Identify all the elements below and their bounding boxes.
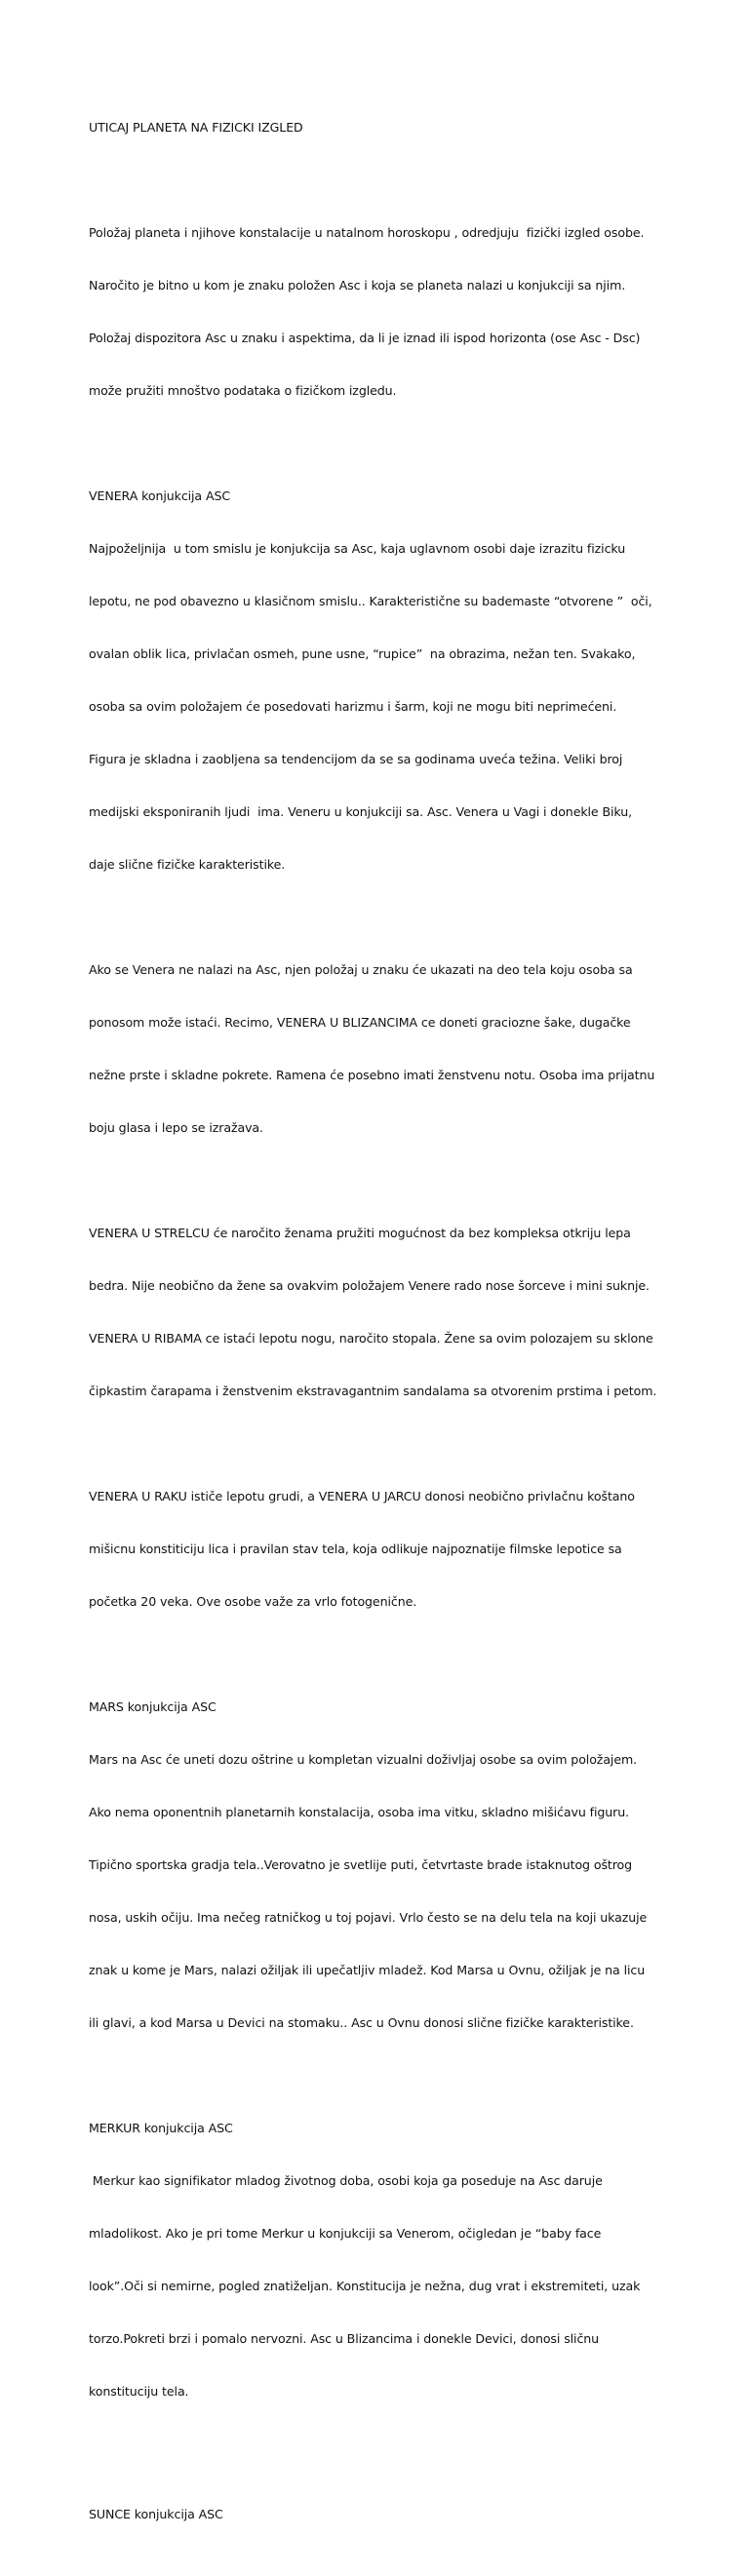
venera-paragraph-2 <box>89 926 674 1172</box>
text-line: lepotu, ne pod obavezno u klasičnom smislu.. Karakteristične su bademaste “otvorene ” oči, <box>89 594 652 608</box>
section-heading-merkur: MERKUR konjukcija ASC <box>89 2121 233 2135</box>
section-heading-venera: VENERA konjukcija ASC <box>89 488 231 503</box>
text-line: Položaj dispozitora Asc u znaku i aspektima, da li je iznad ili ispod horizonta (ose Asc - Dsc) <box>89 331 641 345</box>
text-line: konstituciju tela. <box>89 2384 189 2399</box>
text-line: bedra. Nije neobično da žene sa ovakvim položajem Venere rado nose šorceve i mini suknje. <box>89 1278 650 1293</box>
text-line: ponosom može istaći. Recimo, VENERA U BLIZANCIMA ce doneti graciozne šake, dugačke <box>89 1015 631 1030</box>
text-line: mladolikost. Ako je pri tome Merkur u konjukciji sa Venerom, očigledan je “baby face <box>89 2226 602 2241</box>
spacer <box>89 2453 674 2471</box>
text-line: Ako nema oponentnih planetarnih konstalacija, osoba ima vitku, skladno mišićavu figuru. <box>89 1805 630 1819</box>
text-line: ovalan oblik lica, privlačan osmeh, pune usne, “rupice” na obrazima, nežan ten. Svakako, <box>89 646 636 661</box>
text-line: daje slične fizičke karakteristike. <box>89 857 286 872</box>
document-title: UTICAJ PLANETA NA FIZICKI IZGLED <box>89 120 303 135</box>
text-line: Ako se Venera ne nalazi na Asc, njen položaj u znaku će ukazati na deo tela koju osoba sa <box>89 962 633 977</box>
text-line: VENERA U RAKU ističe lepotu grudi, a VENERA U JARCU donosi neobično privlačnu koštano <box>89 1489 635 1503</box>
text-line: torzo.Pokreti brzi i pomalo nervozni. Asc u Blizancima i donekle Devici, donosi sličnu <box>89 2331 600 2346</box>
text-line: ili glavi, a kod Marsa u Devici na stomaku.. Asc u Ovnu donosi slične fizičke karakteristike. <box>89 2015 634 2030</box>
text-line: Mars na Asc će uneti dozu oštrine u kompletan vizualni doživljaj osobe sa ovim položajem. <box>89 1752 638 1767</box>
text-line: Merkur kao signifikator mladog životnog doba, osobi koja ga poseduje na Asc daruje <box>89 2173 603 2188</box>
text-line: Figura je skladna i zaobljena sa tendencijom da se sa godinama uveća težina. Veliki broj <box>89 752 623 766</box>
text-line: boju glasa i lepo se izražava. <box>89 1120 263 1135</box>
text-line: osoba sa ovim položajem će posedovati harizmu i šarm, koji ne mogu biti neprimećeni. <box>89 699 617 714</box>
text-line: look”.Oči si nemirne, pogled znatiželjan. Konstitucija je nežna, dug vrat i ekstremiteti, uzak <box>89 2279 641 2293</box>
document-page <box>89 84 674 2576</box>
text-line: može pružiti mnoštvo podataka o fizičkom izgledu. <box>89 383 397 398</box>
text-line: Najpoželjnija u tom smislu je konjukcija sa Asc, kaja uglavnom osobi daje izrazitu fizicku <box>89 541 626 556</box>
text-line: čipkastim čarapama i ženstvenim ekstravagantnim sandalama sa otvorenim prstima i petom. <box>89 1384 657 1398</box>
text-line: Naročito je bitno u kom je znaku položen Asc i koja se planeta nalazi u konjukciji sa njim. <box>89 278 626 293</box>
section-heading-mars: MARS konjukcija ASC <box>89 1699 217 1714</box>
mars-section <box>89 1663 674 2067</box>
text-line: Tipično sportska gradja tela..Verovatno je svetlije puti, četvrtaste brade istaknutog oštrog <box>89 1857 633 1872</box>
merkur-section <box>89 2085 674 2436</box>
text-line: nežne prste i skladne pokrete. Ramena će posebno imati ženstvenu notu. Osoba ima prijatnu <box>89 1068 655 1082</box>
text-line: VENERA U STRELCU će naročito ženama pružiti mogućnost da bez kompleksa otkriju lepa <box>89 1226 631 1240</box>
text-line: VENERA U RIBAMA ce istaći lepotu nogu, naročito stopala. Žene sa ovim polozajem su sklone <box>89 1331 653 1346</box>
sunce-section <box>89 2471 674 2558</box>
section-heading-sunce: SUNCE konjukcija ASC <box>89 2507 223 2521</box>
document-title-block <box>89 84 674 172</box>
venera-section <box>89 452 674 909</box>
intro-paragraph <box>89 189 674 435</box>
text-line: Položaj planeta i njihove konstalacije u natalnom horoskopu , odredjuju fizički izgled osobe. <box>89 225 645 240</box>
text-line: mišicnu konstiticiju lica i pravilan stav tela, koja odlikuje najpoznatije filmske lepotice sa <box>89 1542 622 1556</box>
venera-paragraph-4 <box>89 1453 674 1646</box>
text-line: početka 20 veka. Ove osobe važe za vrlo fotogenične. <box>89 1594 417 1609</box>
text-line: znak u kome je Mars, nalazi ožiljak ili upečatljiv mladež. Kod Marsa u Ovnu, ožiljak je na licu <box>89 1963 646 1977</box>
text-line: nosa, uskih očiju. Ima nečeg ratničkog u toj pojavi. Vrlo često se na delu tela na koji ukazuje <box>89 1910 648 1925</box>
text-line: medijski eksponiranih ljudi ima. Veneru u konjukciji sa. Asc. Venera u Vagi i donekle Biku, <box>89 804 633 819</box>
venera-paragraph-3 <box>89 1190 674 1435</box>
